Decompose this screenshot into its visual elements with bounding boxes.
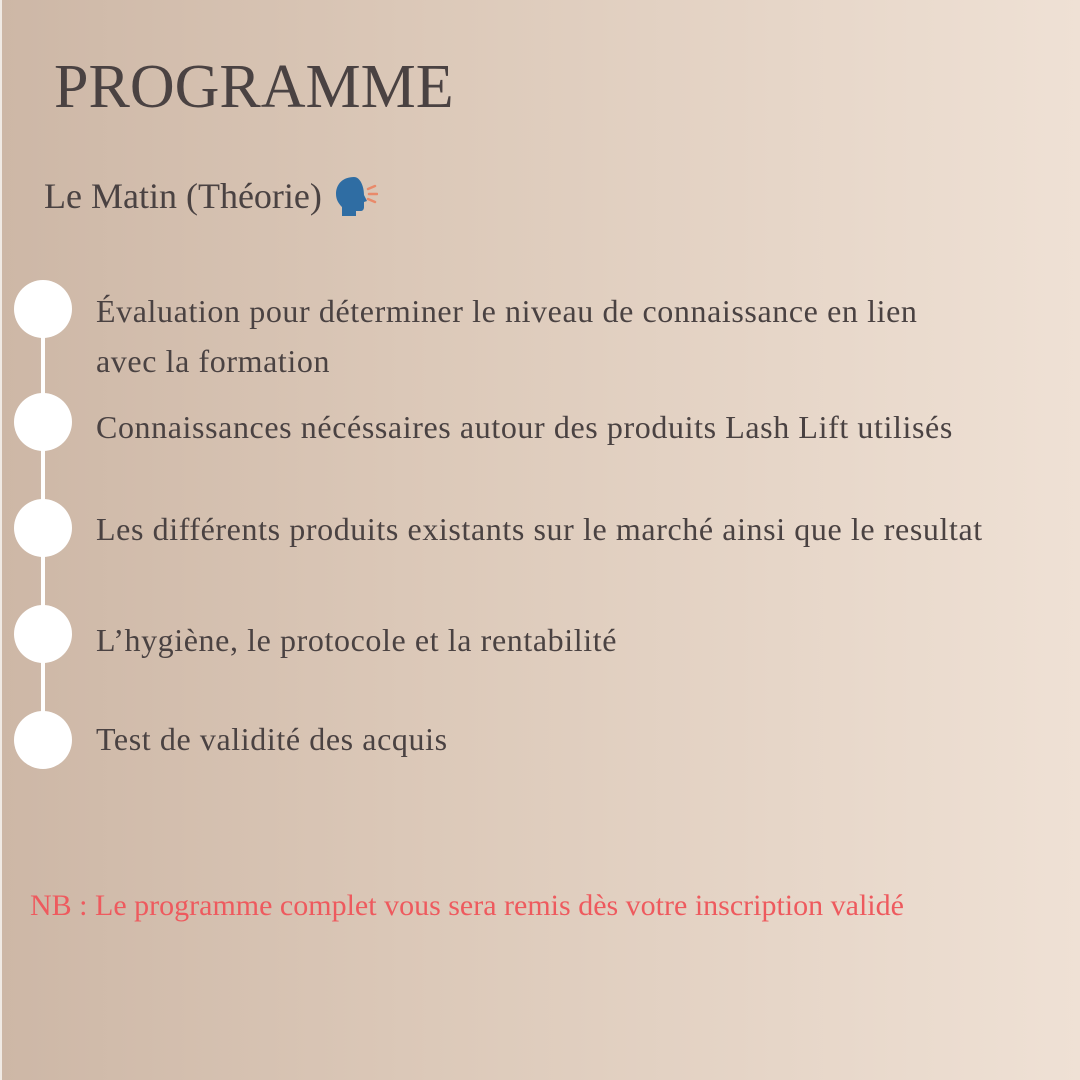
- timeline-dot: [14, 280, 72, 338]
- timeline-item-1-line-1: Évaluation pour déterminer le niveau de connaissance en lien: [96, 293, 918, 329]
- timeline-item-2: Connaissances nécéssaires autour des produits Lash Lift utilisés: [96, 409, 953, 445]
- page-title: PROGRAMME: [54, 53, 454, 121]
- left-edge-divider: [0, 0, 2, 1080]
- section-heading: [44, 172, 378, 220]
- registration-note: NB : Le programme complet vous sera remis dès votre inscription validé: [30, 889, 904, 922]
- section-heading-label: Le Matin (Théorie): [44, 176, 322, 216]
- timeline-item-3: Les différents produits existants sur le marché ainsi que le resultat: [96, 511, 983, 547]
- timeline-dot: [14, 393, 72, 451]
- timeline-dot: [14, 711, 72, 769]
- timeline-item-1: [96, 286, 917, 386]
- speaking-head-icon: [332, 174, 378, 218]
- timeline-item-5: Test de validité des acquis: [96, 721, 448, 757]
- timeline-dot: [14, 499, 72, 557]
- timeline-item-1-line-2: avec la formation: [96, 343, 331, 379]
- timeline-item-4: L’hygiène, le protocole et la rentabilité: [96, 622, 618, 658]
- timeline-dot: [14, 605, 72, 663]
